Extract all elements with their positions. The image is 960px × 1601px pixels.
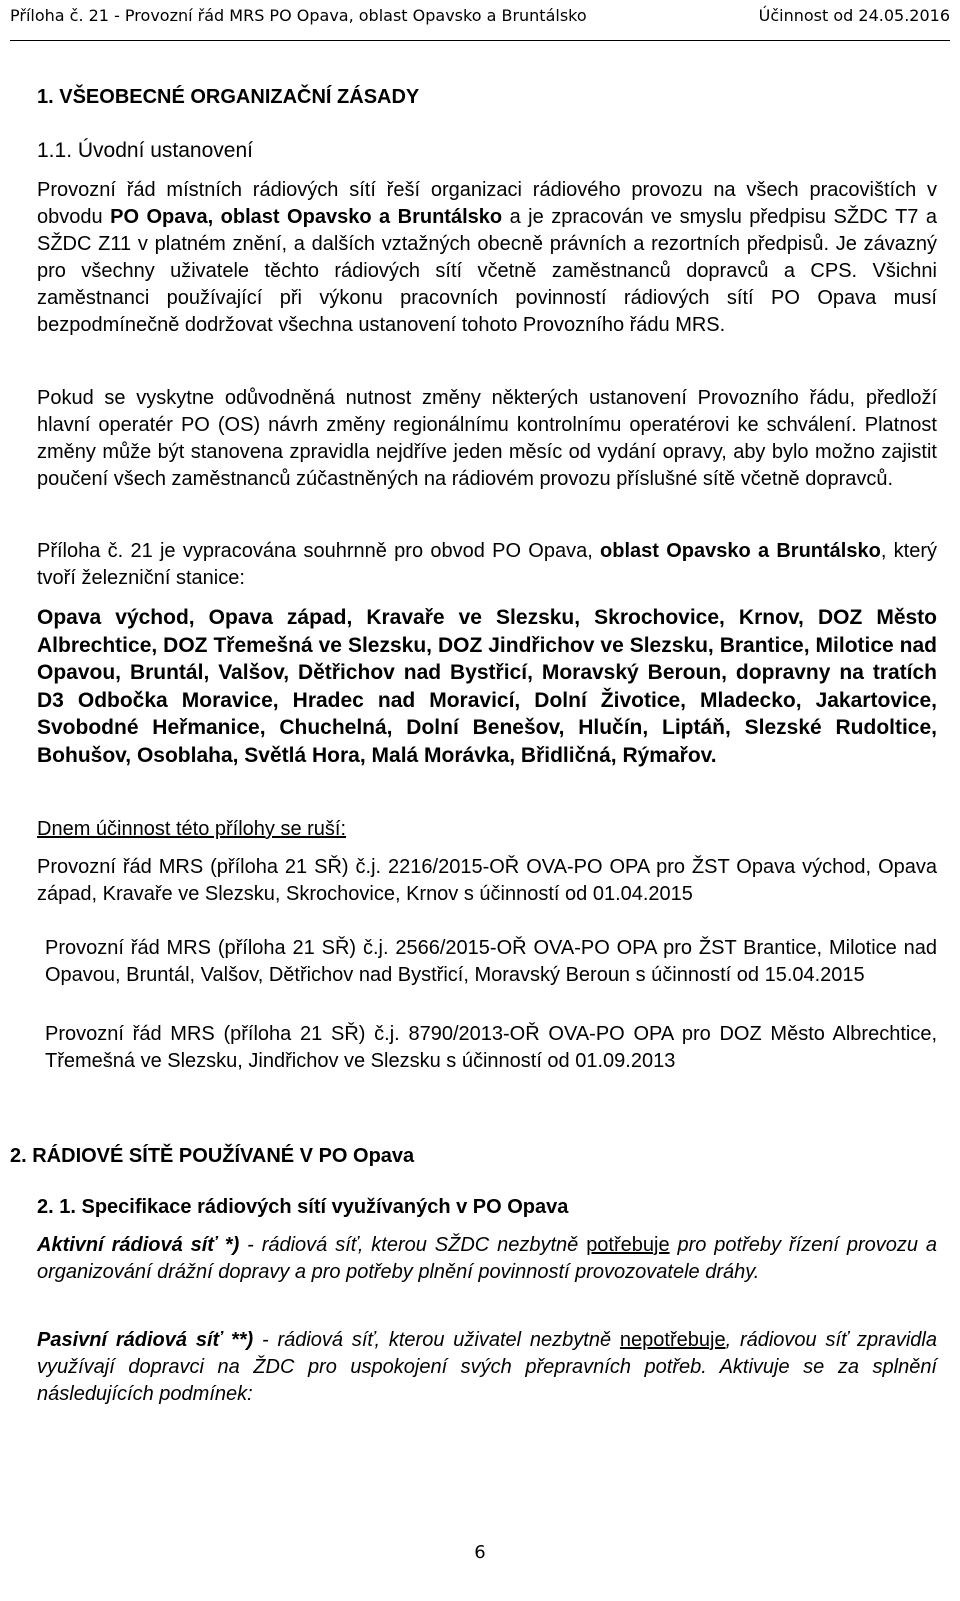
stations-list: Opava východ, Opava západ, Kravaře ve Slezsku, Skrochovice, Krnov, DOZ Město Albrechtice, DOZ Třemešná ve Slezsku, DOZ Jindřichov ve Slezsku, Brantice, Milotice nad Opavou, Bruntál, Valšov, Dětřichov nad Bystřicí, Moravský Beroun, dopravny na tratích D3 Odbočka Moravice, Hradec nad Moravicí, Dolní Životice, Mladecko, Jakartovice, Svobodné Heřmanice, Chuchelná, Dolní Benešov, Hlučín, Liptáň, Slezské Rudoltice, Bohušov, Osoblaha, Světlá Hora, Malá Morávka, Břidličná, Rýmařov. — [37, 606, 937, 767]
header-document-title: Příloha č. 21 - Provozní řád MRS PO Opava, oblast Opavsko a Bruntálsko — [10, 6, 587, 25]
subsection-2-1-title: 2. 1. Specifikace rádiových sítí využívaných v PO Opava — [37, 1196, 569, 1218]
page-number: 6 — [474, 1542, 486, 1563]
active-network-term: Aktivní rádiová síť *) — [37, 1234, 240, 1256]
active-underlined: potřebuje — [586, 1234, 670, 1256]
section-2-title: 2. RÁDIOVÉ SÍTĚ POUŽÍVANÉ V PO Opava — [10, 1145, 415, 1167]
page-header — [10, 0, 950, 41]
intro-text-2: a je zpracován ve smyslu předpisu SŽDC T7 a SŽDC Z11 v platném znění, a dalších vztažných obecně právních a rezortních předpisů. Je závazný pro všechny uživatele těchto rádiových sítí včetně zaměstnanců dopravců a CPS. Všichni zaměstnanci používající při výkonu pracovních povinností rádiových sítí PO Opava musí bezpodmínečně dodržovat všechna ustanovení tohoto Provozního řádu MRS. — [37, 206, 938, 336]
active-text-1: - rádiová síť, kterou SŽDC nezbytně — [239, 1234, 587, 1256]
passive-underlined: nepotřebuje — [619, 1329, 726, 1351]
passive-text-2: , rádiovou síť zpravidla využívají dopravci na ŽDC pro uspokojení svých přepravních potřeb. Aktivuje se za splnění následujících podmínek: — [37, 1329, 937, 1405]
subsection-1-1-text: 1.1. Úvodní ustanovení — [37, 139, 253, 162]
header-effective-date: Účinnost od 24.05.2016 — [758, 6, 950, 25]
cancelled-item-2: Provozní řád MRS (příloha 21 SŘ) č.j. 2566/2015-OŘ OVA-PO OPA pro ŽST Brantice, Milotice nad Opavou, Bruntál, Valšov, Dětřichov nad Bystřicí, Moravský Beroun s účinností od 15.04.2015 — [45, 937, 937, 986]
appendix-paragraph — [37, 538, 937, 592]
cancel-heading-text: Dnem účinnost této přílohy se ruší: — [37, 818, 347, 840]
intro-bold-area: PO Opava, oblast Opavsko a Bruntálsko — [110, 206, 503, 228]
active-network-definition — [37, 1232, 937, 1286]
appendix-text-2: , který tvoří železniční stanice: — [37, 540, 937, 589]
intro-paragraph — [37, 177, 937, 339]
appendix-bold-area: oblast Opavsko a Bruntálsko — [600, 540, 881, 562]
section-1-title: 1. VŠEOBECNÉ ORGANIZAČNÍ ZÁSADY — [37, 86, 420, 108]
change-paragraph: Pokud se vyskytne odůvodněná nutnost změny některých ustanovení Provozního řádu, předloží hlavní operatér PO (OS) návrh změny regionálnímu kontrolnímu operatérovi ke schválení. Platnost změny může být stanovena zpravidla nejdříve jeden měsíc od vydání opravy, aby bylo možno zajistit poučení všech zaměstnanců zúčastněných na rádiovém provozu příslušné sítě včetně dopravců. — [37, 387, 937, 490]
active-text-2: pro potřeby řízení provozu a organizování drážní dopravy a pro potřeby plnění povinností provozovatele dráhy. — [37, 1234, 938, 1283]
cancelled-item-3: Provozní řád MRS (příloha 21 SŘ) č.j. 8790/2013-OŘ OVA-PO OPA pro DOZ Město Albrechtice, Třemešná ve Slezsku, Jindřichov ve Slezsku s účinností od 01.09.2013 — [45, 1023, 937, 1072]
passive-network-definition — [37, 1327, 937, 1408]
passive-text-1: - rádiová síť, kterou uživatel nezbytně — [253, 1329, 620, 1351]
subsection-1-1-title — [37, 137, 937, 164]
passive-network-term: Pasivní rádiová síť **) — [37, 1329, 254, 1351]
cancel-heading — [37, 816, 937, 843]
cancelled-item-1: Provozní řád MRS (příloha 21 SŘ) č.j. 2216/2015-OŘ OVA-PO OPA pro ŽST Opava východ, Opava západ, Kravaře ve Slezsku, Skrochovice, Krnov s účinností od 01.04.2015 — [37, 856, 937, 905]
intro-text-1: Provozní řád místních rádiových sítí řeší organizaci rádiového provozu na všech pracovištích v obvodu — [37, 179, 937, 228]
appendix-text-1: Příloha č. 21 je vypracována souhrnně pro obvod PO Opava, — [37, 540, 601, 562]
